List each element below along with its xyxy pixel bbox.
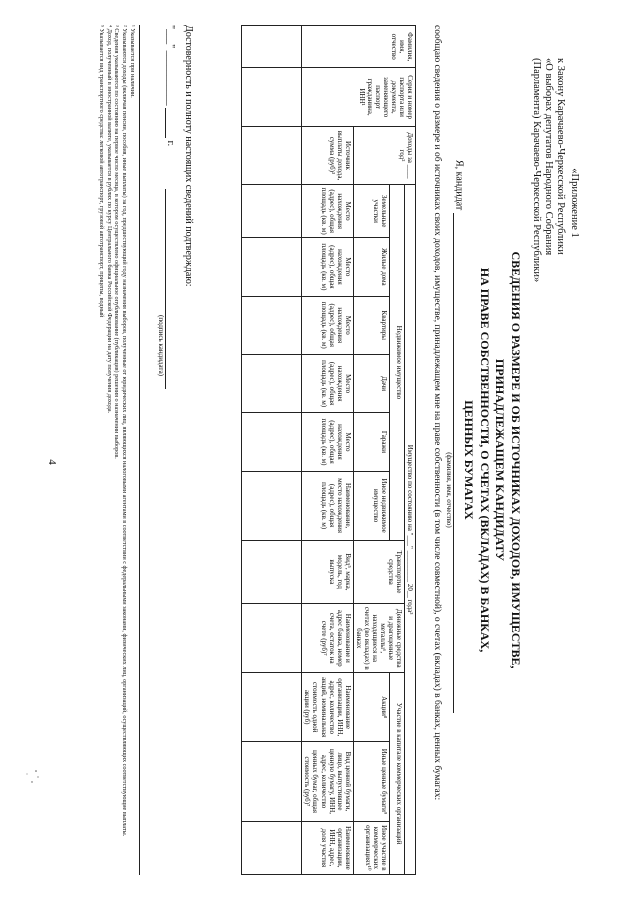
footnotes — [97, 25, 140, 875]
footnote: ² Указываются доходы (включая пенсии, пособия, иные выплаты) за год, предшествующий году назначения выборов, полученные от юридических лиц, являющихся налоговыми агентами в соответствии с федеральными законами, физических лиц, организаций, осуществляющих соответствующие выплаты. — [121, 25, 129, 837]
header-garage: Гаражи — [353, 413, 389, 471]
signature-label: (подпись кандидата) — [157, 315, 165, 377]
subheader-other-participation: Наименование организации, ИНН, адрес, доля участия — [302, 821, 353, 874]
subheader-other-securities: Вид ценной бумаги, лицо, выпустившее ценную бумагу, ИНН, адрес, количество ценных бумаг, общая стоимость (руб)⁷ — [302, 742, 353, 822]
subheader-location: Место нахождения (адрес), общая площадь (кв. м) — [302, 185, 353, 238]
header-stakes: Участие в капитале коммерческих организаций — [390, 673, 405, 875]
table-cell[interactable] — [242, 185, 302, 238]
footnote: ³ Сведения указываются по состоянию на первое число месяца, в котором осуществлено официальное опубликование (публикация) решения о назначении выборов. — [113, 25, 121, 459]
subheader-location: Место нахождения (адрес), общая площадь (кв. м) — [302, 413, 353, 471]
header-property: Имущество по состоянию на "___" _________ 20__ года³ — [404, 185, 415, 875]
annex-header — [530, 58, 580, 348]
table-cell[interactable] — [242, 354, 302, 412]
declaration-table — [241, 25, 416, 875]
header-realty: Недвижимое имущество — [390, 185, 405, 540]
table-cell[interactable] — [242, 413, 302, 471]
annex-title: «Приложение 1 — [569, 168, 580, 238]
subheader-money: Наименование и адрес банка, номер счета, остаток на счете (руб)⁷ — [302, 604, 353, 673]
header-flats: Квартиры — [353, 296, 389, 354]
table-cell[interactable] — [242, 673, 302, 742]
table-cell[interactable] — [242, 68, 302, 126]
subheader-transport: Вид⁵, марка, модель, год выпуска — [302, 540, 353, 604]
table-cell[interactable] — [242, 296, 302, 354]
table-cell[interactable] — [242, 126, 302, 184]
annex-line: (Парламента) Карачаево-Черкесской Республики» — [530, 58, 542, 283]
title-line: ЦЕННЫХ БУМАГАХ — [462, 400, 477, 520]
header-money: Денежные средства и драгоценные металлы⁶, находящиеся на счетах (во вкладах) в банках — [353, 604, 404, 673]
table-cell[interactable] — [242, 238, 302, 296]
subheader-income-source: Источник выплаты дохода, сумма (руб)³ — [302, 126, 353, 184]
confirmation-text: Достоверность и полноту настоящих сведений подтверждаю: — [183, 25, 194, 287]
header-fio: Фамилия, имя, отчество — [302, 26, 416, 68]
title-line: СВЕДЕНИЯ О РАЗМЕРЕ И ОБ ИСТОЧНИКАХ ДОХОДОВ, ИМУЩЕСТВЕ, ПРИНАДЛЕЖАЩЕМ КАНДИДАТУ — [493, 251, 523, 669]
year-suffix: г. — [165, 140, 177, 147]
table-cell[interactable] — [242, 604, 302, 673]
title-line: НА ПРАВЕ СОБСТВЕННОСТИ, О СЧЕТАХ (ВКЛАДАХ) В БАНКАХ, — [477, 267, 492, 653]
header-other-securities: Иные ценные бумаги⁹ — [353, 742, 389, 822]
header-transport: Транспортные средства — [353, 540, 404, 604]
footnote: ⁴ Доход, полученный в иностранной валюте, указывается в рублях по курсу Центрального банка Российской Федерации на дату получения дохода. — [105, 25, 113, 414]
subheader-location: Место нахождения (адрес), общая площадь (кв. м) — [302, 238, 353, 296]
confirmation-block — [157, 25, 194, 625]
subheader-shares: Наименование организации, ИНН, адрес, количество акций, номинальная стоимость одной акции (руб) — [302, 673, 353, 742]
annex-line: к Закону Карачаево-Черкесской Республики — [554, 58, 566, 255]
table-cell[interactable] — [242, 540, 302, 604]
document-title — [461, 200, 523, 720]
candidate-name-field[interactable] — [453, 213, 465, 713]
header-other-realty: Иное недвижимое имущество — [353, 471, 389, 540]
footnote: ⁵ Указывается вид транспортного средства: легковой автотранспорт, грузовой автотранспорт, прицепы, водный — [98, 25, 105, 318]
table-cell[interactable] — [242, 821, 302, 874]
scan-speckles — [20, 768, 40, 788]
header-shares: Акции⁸ — [353, 673, 389, 742]
annex-line: «О выборах депутатов Народного Собрания — [542, 58, 554, 256]
signature-field[interactable] — [165, 189, 166, 389]
candidate-line — [445, 160, 465, 760]
candidate-label: Я, кандидат — [453, 160, 465, 211]
date-prefix: "___" ___________ — [165, 25, 177, 106]
table-cell[interactable] — [242, 471, 302, 540]
table-cell[interactable] — [242, 26, 302, 68]
header-house: Жилые дома — [353, 238, 389, 296]
subheader-location-other: Наименование, место нахождения (адрес), общая площадь (кв. м) — [302, 471, 353, 540]
subheader-location: Место нахождения (адрес), общая площадь (кв. м) — [302, 354, 353, 412]
intro-text: сообщаю сведения о размере и об источниках своих доходов, имуществе, принадлежащем мне на праве собственности (в том числе совместной), о счетах (вкладах) в банках, ценных бумагах: — [432, 25, 442, 801]
table-cell[interactable] — [242, 742, 302, 822]
header-other-participation: Иное участие в коммерческих организациях¹⁰ — [353, 821, 389, 874]
header-passport: Серия и номер паспорта или документа, заменяющего паспорт гражданина, ИНН¹ — [302, 68, 416, 126]
candidate-sublabel: (фамилия, имя, отчество) — [445, 452, 453, 528]
header-income: Доходы за ____ год² — [353, 126, 415, 184]
subheader-location: Место нахождения (адрес), общая площадь (кв. м) — [302, 296, 353, 354]
page-number: 4 — [45, 459, 58, 465]
footnote: ¹ Указывается при наличии. — [129, 25, 136, 98]
header-dacha: Дачи — [353, 354, 389, 412]
header-land: Земельные участки — [353, 185, 389, 238]
year-field[interactable] — [165, 108, 166, 138]
